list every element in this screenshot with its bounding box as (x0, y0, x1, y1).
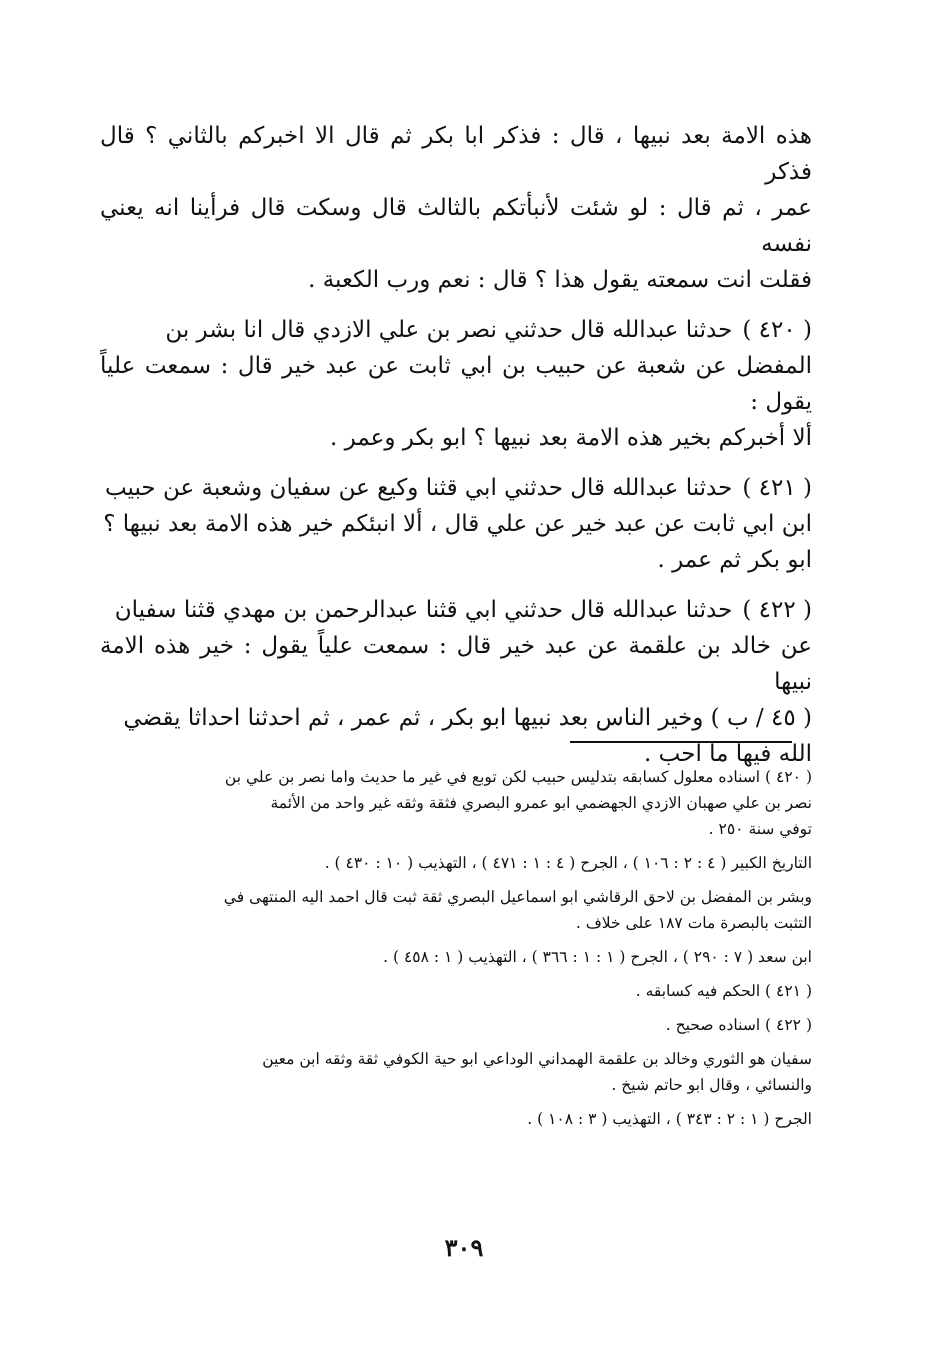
footnote-line: ( ٤٢١ ) الحكم فيه كسابقه . (635, 982, 812, 1000)
footnote (100, 1046, 812, 1098)
text-line: الله فيها ما احب . (644, 741, 812, 767)
text-line: فقلت انت سمعته يقول هذا ؟ قال : نعم ورب الكعبة . (308, 267, 812, 293)
text-line: هذه الامة بعد نبيها ، قال : فذكر ابا بكر ثم قال الا اخبركم بالثاني ؟ قال فذكر (100, 123, 812, 185)
hadith-number: ( ٤٢١ ) (742, 475, 812, 501)
hadith-422 (100, 592, 812, 772)
footnote (100, 978, 812, 1004)
footnote (100, 764, 812, 842)
text-line: ألا أخبركم بخير هذه الامة بعد نبيها ؟ ابو بكر وعمر . (330, 425, 812, 451)
footnote-line: التثبت بالبصرة مات ١٨٧ على خلاف . (575, 914, 812, 932)
text-line: حدثنا عبدالله قال حدثني ابي قثنا عبدالرحمن بن مهدي قثنا سفيان (114, 597, 733, 623)
footnote (100, 1012, 812, 1038)
footnote-line: سفيان هو الثوري وخالد بن علقمة الهمداني الوداعي ابو حية الكوفي ثقة وثقه ابن معين (262, 1050, 812, 1068)
footnote (100, 944, 812, 970)
footnote-line: ( ٤٢٠ ) اسناده معلول كسابقه بتدليس حبيب لكن توبع في غير ما حديث واما نصر بن علي بن (224, 768, 812, 786)
page-number: ٣٠٩ (444, 1233, 484, 1262)
text-line: عن خالد بن علقمة عن عبد خير قال : سمعت علياً يقول : خير هذه الامة نبيها (100, 633, 812, 695)
text-line: عمر ، ثم قال : لو شئت لأنبأتكم بالثالث قال وسكت قال فرأينا انه يعني نفسه (100, 195, 812, 257)
footnote-line: التاريخ الكبير ( ٤ : ٢ : ١٠٦ ) ، الجرح ( ٤ : ١ : ٤٧١ ) ، التهذيب ( ١٠ : ٤٣٠ ) . (324, 854, 812, 872)
footnote-line: الجرح ( ١ : ٢ : ٣٤٣ ) ، التهذيب ( ٣ : ١٠٨ ) . (527, 1110, 812, 1128)
footnote-separator (570, 741, 792, 743)
footnote-line: نصر بن علي صهبان الازدي الجهضمي ابو عمرو البصري فثقة وثقه غير واحد من الأئمة (270, 794, 812, 812)
footnote-line: توفي سنة ٢٥٠ . (708, 820, 812, 838)
text-line: ( ٤٥ / ب ) وخير الناس بعد نبيها ابو بكر ، ثم عمر ، ثم احدثنا احداثا يقضي (123, 705, 812, 731)
hadith-number: ( ٤٢٢ ) (742, 597, 812, 623)
text-line: حدثنا عبدالله قال حدثني نصر بن علي الازدي قال انا بشر بن (165, 317, 733, 343)
footnote-line: والنسائي ، وقال ابو حاتم شيخ . (611, 1076, 812, 1094)
main-text (100, 118, 812, 786)
continuation-paragraph (100, 118, 812, 298)
footnote (100, 850, 812, 876)
text-line: حدثنا عبدالله قال حدثني ابي قثنا وكيع عن سفيان وشعبة عن حبيب (104, 475, 733, 501)
text-line: ابو بكر ثم عمر . (657, 547, 812, 573)
footnote-line: ( ٤٢٢ ) اسناده صحيح . (665, 1016, 812, 1034)
footnote (100, 884, 812, 936)
hadith-421 (100, 470, 812, 578)
text-line: المفضل عن شعبة عن حبيب بن ابي ثابت عن عبد خير قال : سمعت علياً يقول : (100, 353, 812, 415)
text-line: ابن ابي ثابت عن عبد خير عن علي قال ، ألا انبئكم خير هذه الامة بعد نبيها ؟ (103, 511, 812, 537)
hadith-number: ( ٤٢٠ ) (742, 317, 812, 343)
footnote-line: وبشر بن المفضل بن لاحق الرقاشي ابو اسماعيل البصري ثقة ثبت قال احمد اليه المنتهى في (223, 888, 812, 906)
footnote (100, 1106, 812, 1132)
hadith-420 (100, 312, 812, 456)
footnotes (100, 764, 812, 1132)
footnote-line: ابن سعد ( ٧ : ٢٩٠ ) ، الجرح ( ١ : ١ : ٣٦٦ ) ، التهذيب ( ١ : ٤٥٨ ) . (383, 948, 812, 966)
